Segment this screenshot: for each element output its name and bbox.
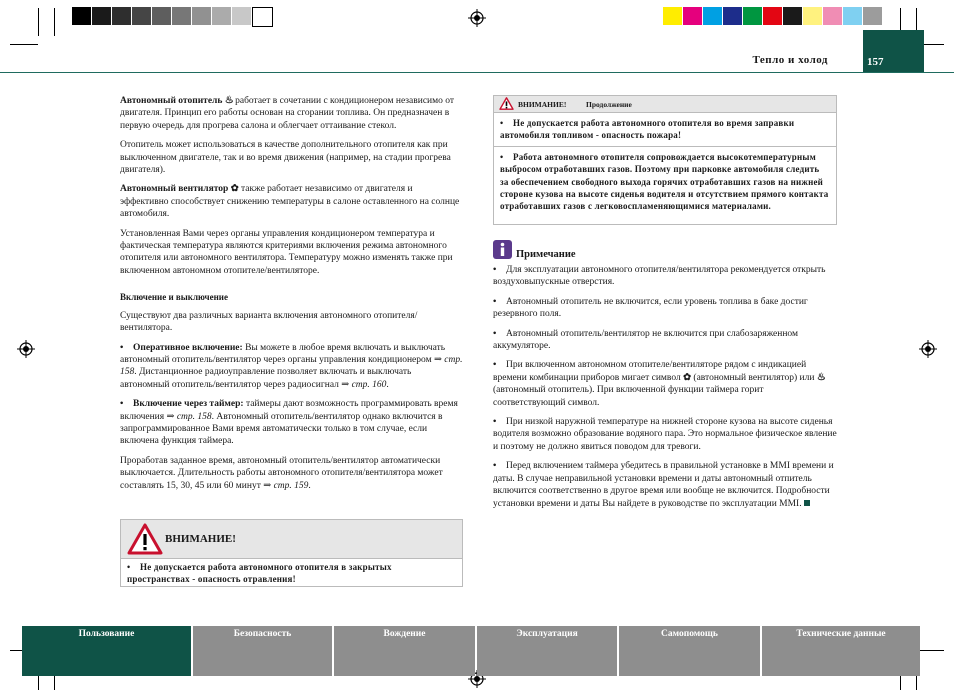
bullet-icon: • <box>493 296 497 307</box>
footer-tab-self-help[interactable]: Самопомощь <box>619 626 760 676</box>
warning-item: • Не допускается работа автономного отопителя во время заправки автомобиля топливом - опасность пожара! <box>500 118 795 141</box>
color-swatch <box>863 7 882 25</box>
gray-swatch <box>172 7 191 25</box>
color-swatch <box>683 7 702 25</box>
chapter-title: Тепло и холод <box>752 54 828 66</box>
page-reference-link[interactable]: стр. 160 <box>351 379 387 390</box>
fan-icon: ✿ <box>683 372 692 383</box>
note-item: • При низкой наружной температуре на нижней стороне кузова на высоте сиденья водителя возможно образование водяного пара. Это нормальное физическое явление и поэтому не должно явиться поводом для тревоги. <box>493 417 837 452</box>
warning-title: ВНИМАНИЕ! <box>165 533 236 545</box>
bullet-icon: • <box>493 461 497 472</box>
paragraph: Существуют два различных варианта включения автономного отопителя/вентилятора. <box>120 310 418 334</box>
color-swatch <box>723 7 742 25</box>
warning-triangle-icon <box>499 97 514 110</box>
gray-swatch <box>232 7 251 25</box>
end-square-icon <box>804 500 810 506</box>
note-item: • При включенном автономном отопителе/вентиляторе рядом с индикацией времени комбинации приборов мигает символ ✿ (автономный вентилятор) или ♨ (автономный отопитель). При включенной функции таймера горит соответствующий символ. <box>493 360 825 408</box>
note-heading <box>493 240 837 260</box>
warning-box-continued <box>493 95 837 225</box>
bullet-icon: • <box>127 562 131 572</box>
bullet-icon: • <box>120 342 124 353</box>
page-reference-link[interactable]: стр. 158 <box>176 411 212 422</box>
registration-mark-icon <box>17 340 35 358</box>
bullet-icon: • <box>493 360 497 371</box>
gray-swatch <box>192 7 211 25</box>
heater-icon: ♨ <box>224 95 233 106</box>
fan-icon: ✿ <box>230 184 239 195</box>
footer-tab-operation[interactable]: Эксплуатация <box>477 626 617 676</box>
warning-title: ВНИМАНИЕ! <box>518 100 567 109</box>
left-column <box>120 95 463 499</box>
paragraph: Установленная Вами через органы управления кондиционером температура и фактическая температура являются критериями включения режима автономного отопителя или автономного вентилятора. Температуру можно изменять также при включенном автономном отопителе/вентиляторе. <box>120 228 453 276</box>
color-swatch <box>823 7 842 25</box>
bullet-icon: • <box>493 417 497 428</box>
color-swatch <box>743 7 762 25</box>
color-swatch <box>703 7 722 25</box>
bullet-icon: • <box>493 328 497 339</box>
gray-swatch <box>112 7 131 25</box>
color-swatch <box>843 7 862 25</box>
footer-tab-driving[interactable]: Вождение <box>334 626 475 676</box>
bullet-icon: • <box>500 118 504 128</box>
note-item: • Перед включением таймера убедитесь в правильной установке в MMI времени и даты. В случае неправильной установки времени и даты автономный отпитель включится соответственно в другое время или вообще не включится. Подробности установки времени и даты Вы найдете в руководстве по эксплуатации MMI. <box>493 461 834 509</box>
bullet-icon: • <box>493 265 497 275</box>
page-reference-link[interactable]: стр. 159 <box>273 480 309 491</box>
warning-box <box>120 519 463 587</box>
section-heading: Включение и выключение <box>120 292 228 303</box>
gray-swatch <box>252 7 273 27</box>
warning-item: • Работа автономного отопителя сопровождается высокотемпературным выбросом отработавших газов. Поэтому при парковке автомобиля следить за обеспечением свободного выхода горячих отработавших газов на нижней стороне кузова на высоте сиденья водителя и отсутствием прямого контакта отработавших газов с легковоспламеняющимися материалами. <box>494 146 836 217</box>
info-icon <box>493 240 512 259</box>
gray-swatch <box>92 7 111 25</box>
note-item: • Автономный отопитель не включится, если уровень топлива в баке достиг резервного поля. <box>493 296 808 320</box>
gray-swatch <box>132 7 151 25</box>
footer-tab-usage[interactable]: Пользование <box>22 626 191 676</box>
warning-header <box>121 520 462 559</box>
page-reference-link[interactable]: стр. 158 <box>120 354 463 378</box>
gray-swatch <box>72 7 91 25</box>
note-title: Примечание <box>516 249 576 260</box>
note-item: • Для эксплуатации автономного отопителя/вентилятора рекомендуется открыть воздуховыпускные отверстия. <box>493 265 826 288</box>
header-rule <box>0 72 954 73</box>
footer-tab-technical-data[interactable]: Технические данные <box>762 626 920 676</box>
note-item: • Автономный отопитель/вентилятор не включится при слабозаряженном аккумуляторе. <box>493 328 798 352</box>
bullet-icon: • <box>500 151 504 162</box>
paragraph: Отопитель может использоваться в качестве дополнительного отопителя как при выключенном двигателе, так и во время движения (например, на стадии прогрева двигателя). <box>120 140 451 176</box>
warning-item: • Не допускается работа автономного отопителя в закрытых пространствах - опасность отравления! <box>127 562 392 585</box>
bullet-item: • Оперативное включение: Вы можете в любое время включать и выключать автономный отопитель/вентилятор через органы управления кондиционером ⇒ стр. 158. Дистанционное радиоуправление позволяет включать и выключать автономный отопитель/вентилятор через радиосигнал ⇒ стр. 160. <box>120 342 463 390</box>
bullet-item: • Включение через таймер: таймеры дают возможность программировать время включения ⇒ стр. 158. Автономный отопитель/вентилятор однако включится в запрограммированное Вами время автоматически только в том случае, если включена функция таймера. <box>120 399 458 447</box>
paragraph: Автономный отопитель ♨ работает в сочетании с кондиционером независимо от двигателя. Принцип его работы основан на сгорании топлива. Он предназначен в первую очередь для прогрева салона и облегчает оттаивание стекол. <box>120 95 455 131</box>
footer-tab-safety[interactable]: Безопасность <box>193 626 332 676</box>
registration-mark-icon <box>919 340 937 358</box>
gray-swatch <box>212 7 231 25</box>
bullet-icon: • <box>120 399 124 410</box>
color-swatch <box>803 7 822 25</box>
color-swatch <box>663 7 682 25</box>
paragraph: Проработав заданное время, автономный отопитель/вентилятор автоматически выключается. Длительность работы автономного отопителя/вентилятора может составлять 15, 30, 45 или 60 минут ⇒ стр. 159. <box>120 455 443 491</box>
heater-icon: ♨ <box>816 371 825 383</box>
gray-swatch <box>152 7 171 25</box>
registration-mark-icon <box>468 9 486 27</box>
color-swatch <box>763 7 782 25</box>
page-number: 157 <box>863 30 924 72</box>
color-swatch <box>783 7 802 25</box>
paragraph: Автономный вентилятор ✿ также работает независимо от двигателя и эффективно способствует снижению температуры в салоне оставленного на солнце автомобиля. <box>120 184 460 220</box>
warning-triangle-icon <box>127 523 163 555</box>
note-section <box>493 240 837 517</box>
warning-header <box>494 96 836 113</box>
warning-continued-label: Продолжение <box>586 100 632 109</box>
